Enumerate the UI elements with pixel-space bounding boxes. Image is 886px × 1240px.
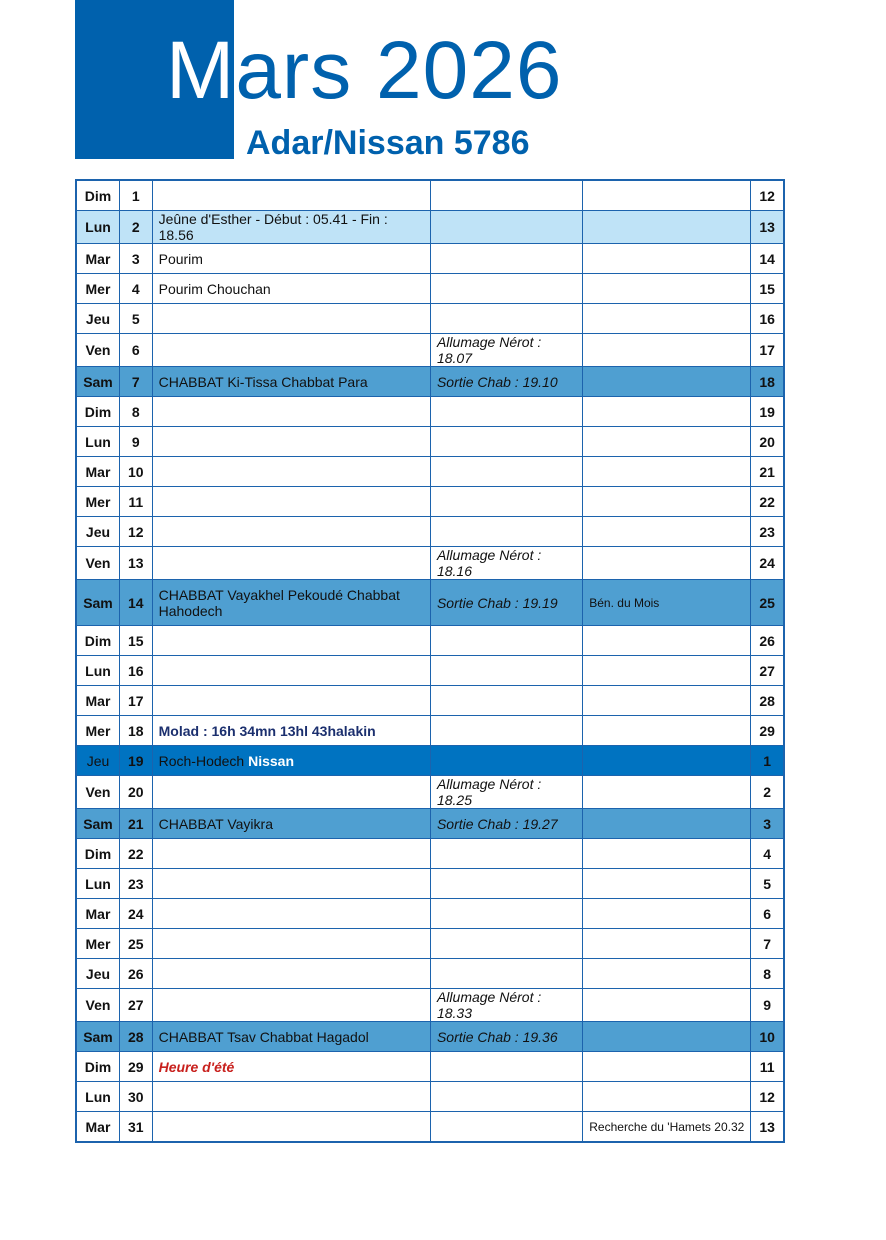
hebrew-date-cell: 7 (751, 929, 784, 959)
calendar-row (76, 547, 784, 580)
time-cell (430, 1052, 582, 1082)
note-cell (583, 746, 751, 776)
time-cell (430, 457, 582, 487)
time-cell (430, 899, 582, 929)
note-cell (583, 517, 751, 547)
time-cell (430, 487, 582, 517)
note-cell (583, 1022, 751, 1052)
calendar-row (76, 899, 784, 929)
month-title-initial: M (166, 25, 236, 116)
calendar-row (76, 716, 784, 746)
event-cell (152, 989, 430, 1022)
time-cell (430, 427, 582, 457)
hebrew-date-cell: 25 (751, 580, 784, 626)
time-cell (430, 929, 582, 959)
event-cell (152, 274, 430, 304)
note-cell (583, 929, 751, 959)
note-cell (583, 809, 751, 839)
event-text: CHABBAT Vayikra (158, 815, 273, 832)
event-cell (152, 626, 430, 656)
event-cell (152, 304, 430, 334)
note-cell (583, 304, 751, 334)
time-cell (430, 716, 582, 746)
date-cell: 31 (119, 1112, 152, 1143)
event-cell (152, 1052, 430, 1082)
date-cell: 24 (119, 899, 152, 929)
calendar-row (76, 304, 784, 334)
hebrew-date-cell: 26 (751, 626, 784, 656)
weekday-cell: Mar (76, 244, 119, 274)
weekday-cell: Sam (76, 367, 119, 397)
calendar-row (76, 656, 784, 686)
calendar-row (76, 809, 784, 839)
date-cell: 29 (119, 1052, 152, 1082)
weekday-cell: Mar (76, 899, 119, 929)
event-cell (152, 180, 430, 211)
time-cell (430, 304, 582, 334)
calendar-row (76, 839, 784, 869)
calendar-row (76, 457, 784, 487)
event-text: Jeûne d'Esther - Début : 05.41 - Fin : 18.56 (158, 211, 388, 244)
time-cell (430, 959, 582, 989)
date-cell: 12 (119, 517, 152, 547)
note-cell (583, 839, 751, 869)
event-cell (152, 397, 430, 427)
weekday-cell: Mar (76, 686, 119, 716)
hebrew-date-cell: 13 (751, 1112, 784, 1143)
hebrew-date-cell: 12 (751, 180, 784, 211)
event-cell (152, 929, 430, 959)
date-cell: 7 (119, 367, 152, 397)
hebrew-date-cell: 12 (751, 1082, 784, 1112)
event-cell (152, 716, 430, 746)
weekday-cell: Lun (76, 427, 119, 457)
note-cell (583, 211, 751, 244)
calendar-row (76, 1052, 784, 1082)
note-cell (583, 686, 751, 716)
time-cell: Sortie Chab : 19.27 (430, 809, 582, 839)
date-cell: 26 (119, 959, 152, 989)
note-cell (583, 180, 751, 211)
note-cell (583, 716, 751, 746)
hebrew-date-cell: 6 (751, 899, 784, 929)
date-cell: 28 (119, 1022, 152, 1052)
date-cell: 27 (119, 989, 152, 1022)
time-cell (430, 397, 582, 427)
hebrew-date-cell: 15 (751, 274, 784, 304)
note-cell (583, 1052, 751, 1082)
event-month-highlight: Nissan (248, 752, 295, 769)
weekday-cell: Dim (76, 1052, 119, 1082)
event-cell (152, 547, 430, 580)
weekday-cell: Jeu (76, 959, 119, 989)
weekday-cell: Mer (76, 929, 119, 959)
note-cell (583, 457, 751, 487)
hebrew-date-cell: 28 (751, 686, 784, 716)
note-cell (583, 989, 751, 1022)
calendar-row (76, 180, 784, 211)
note-cell (583, 959, 751, 989)
event-cell (152, 899, 430, 929)
time-cell (430, 869, 582, 899)
hebrew-date-cell: 5 (751, 869, 784, 899)
event-cell (152, 517, 430, 547)
calendar-row (76, 989, 784, 1022)
calendar-row (76, 959, 784, 989)
event-text: Roch-Hodech (158, 752, 249, 769)
event-text: Pourim Chouchan (158, 280, 271, 297)
calendar-row (76, 1022, 784, 1052)
date-cell: 15 (119, 626, 152, 656)
date-cell: 5 (119, 304, 152, 334)
time-cell (430, 1112, 582, 1143)
event-cell (152, 686, 430, 716)
hebrew-date-cell: 1 (751, 746, 784, 776)
event-cell (152, 809, 430, 839)
month-title (166, 25, 563, 116)
event-cell (152, 1082, 430, 1112)
date-cell: 11 (119, 487, 152, 517)
time-cell (430, 656, 582, 686)
date-cell: 13 (119, 547, 152, 580)
note-cell: Bén. du Mois (583, 580, 751, 626)
weekday-cell: Mar (76, 457, 119, 487)
event-cell (152, 334, 430, 367)
event-text: Molad : 16h 34mn 13hl 43halakin (158, 722, 376, 739)
calendar-row (76, 397, 784, 427)
hebrew-date-cell: 29 (751, 716, 784, 746)
weekday-cell: Dim (76, 180, 119, 211)
weekday-cell: Mer (76, 716, 119, 746)
calendar-row (76, 274, 784, 304)
calendar-row (76, 776, 784, 809)
note-cell (583, 1082, 751, 1112)
calendar-row (76, 626, 784, 656)
calendar-row (76, 686, 784, 716)
hebrew-date-cell: 2 (751, 776, 784, 809)
time-cell (430, 746, 582, 776)
date-cell: 2 (119, 211, 152, 244)
date-cell: 3 (119, 244, 152, 274)
calendar-row (76, 517, 784, 547)
date-cell: 1 (119, 180, 152, 211)
event-cell (152, 959, 430, 989)
weekday-cell: Ven (76, 989, 119, 1022)
time-cell (430, 839, 582, 869)
note-cell (583, 776, 751, 809)
event-cell (152, 244, 430, 274)
event-cell (152, 580, 430, 626)
calendar-row (76, 367, 784, 397)
event-text: CHABBAT Tsav Chabbat Hagadol (158, 1028, 369, 1045)
date-cell: 14 (119, 580, 152, 626)
hebrew-date-cell: 21 (751, 457, 784, 487)
hebrew-date-cell: 10 (751, 1022, 784, 1052)
weekday-cell: Jeu (76, 517, 119, 547)
note-cell (583, 656, 751, 686)
weekday-cell: Dim (76, 839, 119, 869)
date-cell: 16 (119, 656, 152, 686)
date-cell: 6 (119, 334, 152, 367)
hebrew-date-cell: 13 (751, 211, 784, 244)
event-cell (152, 211, 430, 244)
date-cell: 8 (119, 397, 152, 427)
event-cell (152, 427, 430, 457)
calendar-row (76, 1082, 784, 1112)
time-cell (430, 244, 582, 274)
time-cell: Allumage Nérot : 18.33 (430, 989, 582, 1022)
weekday-cell: Lun (76, 211, 119, 244)
calendar-row (76, 487, 784, 517)
note-cell (583, 427, 751, 457)
date-cell: 4 (119, 274, 152, 304)
note-cell (583, 397, 751, 427)
weekday-cell: Jeu (76, 746, 119, 776)
note-cell (583, 899, 751, 929)
time-cell (430, 686, 582, 716)
hebrew-date-cell: 18 (751, 367, 784, 397)
calendar-body (76, 180, 784, 1142)
time-cell: Allumage Nérot : 18.25 (430, 776, 582, 809)
time-cell: Sortie Chab : 19.19 (430, 580, 582, 626)
weekday-cell: Lun (76, 869, 119, 899)
hebrew-date-cell: 8 (751, 959, 784, 989)
note-cell: Recherche du 'Hamets 20.32 (583, 1112, 751, 1143)
note-cell (583, 334, 751, 367)
event-text: Pourim (158, 250, 203, 267)
time-cell (430, 274, 582, 304)
event-text: CHABBAT Vayakhel Pekoudé Chabbat Hahodech (158, 586, 400, 619)
weekday-cell: Sam (76, 809, 119, 839)
weekday-cell: Sam (76, 580, 119, 626)
event-cell (152, 656, 430, 686)
hebrew-date-cell: 9 (751, 989, 784, 1022)
hebrew-date-cell: 14 (751, 244, 784, 274)
weekday-cell: Mar (76, 1112, 119, 1143)
date-cell: 9 (119, 427, 152, 457)
event-cell (152, 839, 430, 869)
weekday-cell: Lun (76, 656, 119, 686)
time-cell (430, 180, 582, 211)
calendar-table (75, 179, 785, 1143)
calendar-row (76, 211, 784, 244)
date-cell: 17 (119, 686, 152, 716)
month-title-rest: ars 2026 (235, 25, 563, 116)
calendar-row (76, 334, 784, 367)
time-cell (430, 626, 582, 656)
date-cell: 20 (119, 776, 152, 809)
date-cell: 25 (119, 929, 152, 959)
note-cell (583, 626, 751, 656)
event-cell (152, 457, 430, 487)
weekday-cell: Lun (76, 1082, 119, 1112)
date-cell: 10 (119, 457, 152, 487)
hebrew-date-cell: 22 (751, 487, 784, 517)
weekday-cell: Dim (76, 626, 119, 656)
weekday-cell: Mer (76, 274, 119, 304)
hebrew-date-cell: 3 (751, 809, 784, 839)
hebrew-months-title: Adar/Nissan 5786 (246, 124, 530, 162)
event-text: Heure d'été (158, 1058, 235, 1075)
note-cell (583, 244, 751, 274)
time-cell: Allumage Nérot : 18.07 (430, 334, 582, 367)
calendar-row (76, 580, 784, 626)
date-cell: 23 (119, 869, 152, 899)
calendar-row (76, 746, 784, 776)
time-cell (430, 211, 582, 244)
note-cell (583, 547, 751, 580)
weekday-cell: Ven (76, 334, 119, 367)
event-cell (152, 1112, 430, 1143)
date-cell: 21 (119, 809, 152, 839)
hebrew-date-cell: 23 (751, 517, 784, 547)
weekday-cell: Mer (76, 487, 119, 517)
weekday-cell: Dim (76, 397, 119, 427)
hebrew-date-cell: 24 (751, 547, 784, 580)
date-cell: 22 (119, 839, 152, 869)
note-cell (583, 487, 751, 517)
weekday-cell: Jeu (76, 304, 119, 334)
calendar-row (76, 244, 784, 274)
note-cell (583, 869, 751, 899)
hebrew-date-cell: 11 (751, 1052, 784, 1082)
hebrew-date-cell: 20 (751, 427, 784, 457)
weekday-cell: Sam (76, 1022, 119, 1052)
time-cell: Allumage Nérot : 18.16 (430, 547, 582, 580)
hebrew-date-cell: 19 (751, 397, 784, 427)
hebrew-date-cell: 4 (751, 839, 784, 869)
calendar-row (76, 1112, 784, 1143)
hebrew-date-cell: 27 (751, 656, 784, 686)
date-cell: 19 (119, 746, 152, 776)
calendar-row (76, 869, 784, 899)
date-cell: 18 (119, 716, 152, 746)
weekday-cell: Ven (76, 776, 119, 809)
calendar-row (76, 427, 784, 457)
time-cell: Sortie Chab : 19.36 (430, 1022, 582, 1052)
note-cell (583, 367, 751, 397)
time-cell: Sortie Chab : 19.10 (430, 367, 582, 397)
date-cell: 30 (119, 1082, 152, 1112)
event-cell (152, 776, 430, 809)
hebrew-date-cell: 16 (751, 304, 784, 334)
note-cell (583, 274, 751, 304)
hebrew-date-cell: 17 (751, 334, 784, 367)
event-cell (152, 367, 430, 397)
event-cell (152, 869, 430, 899)
calendar-row (76, 929, 784, 959)
event-cell (152, 1022, 430, 1052)
time-cell (430, 1082, 582, 1112)
time-cell (430, 517, 582, 547)
event-text: CHABBAT Ki-Tissa Chabbat Para (158, 373, 368, 390)
weekday-cell: Ven (76, 547, 119, 580)
event-cell (152, 746, 430, 776)
event-cell (152, 487, 430, 517)
